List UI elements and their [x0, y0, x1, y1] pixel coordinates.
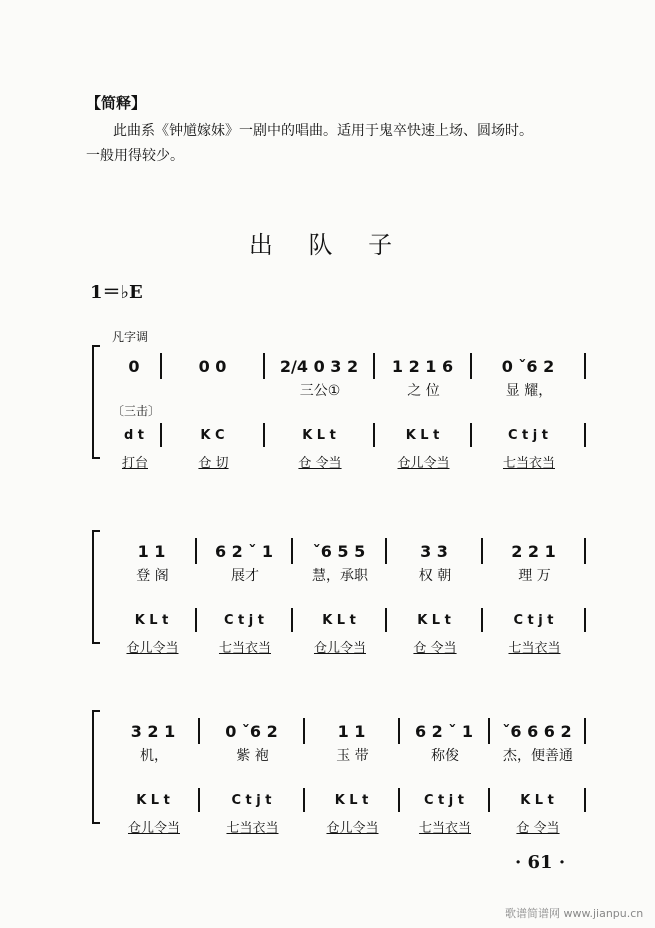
- notes-measure: [387, 538, 483, 564]
- notes-measure: [108, 538, 197, 564]
- syl-measure: [108, 816, 200, 836]
- description-line-1: 此曲系《钟馗嫁妹》一剧中的唱曲。适用于鬼卒快速上场、圆场时。: [113, 123, 533, 139]
- notation-text: 0 0: [198, 356, 227, 376]
- percussion-syllables: 仓儿令当: [126, 640, 179, 656]
- syl-measure: [305, 816, 400, 836]
- notation-text: 6 2 ˇ 1: [414, 721, 474, 741]
- lyrics-measure: [375, 380, 472, 400]
- page-number: · 61 ·: [515, 852, 566, 873]
- key-signature: 1＝♭E: [90, 282, 143, 303]
- perc-measure: [400, 788, 490, 812]
- syl-measure: [483, 636, 586, 656]
- percussion-label: 〔三击〕: [112, 404, 161, 418]
- lyric-text: 登 阁: [136, 568, 169, 584]
- syl-measure: [293, 636, 387, 656]
- perc-measure: [305, 788, 400, 812]
- syl-measure: [387, 636, 483, 656]
- notes-measure: [400, 718, 490, 744]
- percussion-syllables: 仓儿令当: [313, 640, 366, 656]
- notation-text: 1 1: [337, 721, 366, 741]
- percussion-notation: K L t: [417, 612, 451, 628]
- notation-text: ˇ6 5 5: [312, 541, 366, 561]
- notes-measure: [197, 538, 293, 564]
- section-heading: 【简释】: [86, 94, 147, 112]
- syl-measure: [375, 451, 472, 471]
- syl-measure: [197, 636, 293, 656]
- percussion-notation: C t j t: [513, 612, 554, 628]
- percussion-notation: K L t: [405, 427, 440, 443]
- perc-measure: [265, 423, 375, 447]
- syl-measure: [108, 636, 197, 656]
- notation-text: 6 2 ˇ 1: [214, 541, 274, 561]
- notes-measure: [483, 538, 586, 564]
- lyrics-measure: [387, 565, 483, 585]
- notes-measure: [490, 718, 586, 744]
- syl-measure: [108, 451, 162, 471]
- lyrics-measure: [108, 745, 200, 765]
- notes-measure: [375, 353, 472, 379]
- percussion-notation: K L t: [134, 612, 169, 628]
- notes-measure: [293, 538, 387, 564]
- lyrics-measure: [200, 745, 305, 765]
- lyrics-measure: [265, 380, 375, 400]
- lyric-text: 玉 带: [336, 748, 369, 764]
- percussion-syllables: 七当衣当: [226, 820, 279, 836]
- notes-measure: [162, 353, 265, 379]
- notation-text: 3 2 1: [130, 721, 176, 741]
- lyric-text: 理 万: [518, 568, 551, 584]
- notation-text: 0: [128, 356, 140, 376]
- percussion-notation: C t j t: [423, 792, 464, 808]
- syl-row: [108, 636, 586, 656]
- percussion-syllables: 七当衣当: [418, 820, 471, 836]
- notes-measure: [108, 718, 200, 744]
- syl-measure: [472, 451, 586, 471]
- percussion-syllables: 仓儿令当: [397, 455, 450, 471]
- piece-title: 出 队 子: [248, 231, 407, 259]
- perc-measure: [200, 788, 305, 812]
- lyrics-measure: [162, 380, 265, 400]
- percussion-syllables: 仓儿令当: [326, 820, 379, 836]
- percussion-syllables: 仓 切: [198, 455, 229, 471]
- notes-row: [108, 353, 586, 379]
- percussion-notation: C t j t: [223, 612, 264, 628]
- percussion-notation: C t j t: [231, 792, 272, 808]
- notation-text: 1 1: [137, 541, 166, 561]
- perc-measure: [483, 608, 586, 632]
- perc-measure: [387, 608, 483, 632]
- notes-measure: [472, 353, 586, 379]
- notation-text: 0 ˇ6 2: [501, 356, 555, 376]
- syl-measure: [265, 451, 375, 471]
- lyric-text: 杰，便善通: [503, 748, 573, 764]
- watermark: 歌谱简谱网 www.jianpu.cn: [505, 907, 644, 920]
- percussion-syllables: 七当衣当: [502, 455, 555, 471]
- perc-measure: [162, 423, 265, 447]
- perc-measure: [108, 608, 197, 632]
- lyrics-measure: [108, 565, 197, 585]
- notes-row: [108, 538, 586, 564]
- mode-label: 凡字调: [112, 330, 149, 344]
- percussion-notation: K L t: [334, 792, 369, 808]
- percussion-syllables: 打台: [121, 455, 148, 471]
- perc-measure: [108, 423, 162, 447]
- percussion-notation: K L t: [520, 792, 554, 808]
- lyrics-row: [108, 565, 586, 585]
- percussion-notation: C t j t: [507, 427, 548, 443]
- system-bracket: [92, 345, 100, 459]
- perc-row: [108, 608, 586, 632]
- perc-measure: [293, 608, 387, 632]
- perc-measure: [472, 423, 586, 447]
- percussion-notation: K C: [200, 427, 225, 443]
- notation-text: 2 2 1: [511, 541, 556, 561]
- perc-measure: [375, 423, 472, 447]
- percussion-syllables: 仓儿令当: [127, 820, 180, 836]
- lyrics-row: [108, 745, 586, 765]
- system-bracket: [92, 710, 100, 824]
- perc-row: [108, 423, 586, 447]
- syl-row: [108, 816, 586, 836]
- lyrics-measure: [293, 565, 387, 585]
- notation-text: ˇ6 6 6 2: [502, 721, 572, 741]
- percussion-syllables: 仓 令当: [413, 640, 457, 656]
- notation-text: 3 3: [420, 541, 448, 561]
- lyric-text: 机，: [140, 748, 168, 764]
- system-bracket: [92, 530, 100, 644]
- percussion-syllables: 七当衣当: [508, 640, 561, 656]
- perc-measure: [197, 608, 293, 632]
- lyric-text: 之 位: [407, 383, 440, 399]
- lyrics-row: [108, 380, 586, 400]
- lyric-text: 紫 袍: [236, 748, 269, 764]
- syl-row: [108, 451, 586, 471]
- lyric-text: 权 朝: [418, 568, 452, 584]
- notes-measure: [265, 353, 375, 379]
- percussion-notation: K L t: [302, 427, 336, 443]
- notation-text: 2/4 0 3 2: [279, 356, 359, 376]
- percussion-notation: d t: [123, 427, 145, 443]
- lyric-text: 慧，承职: [312, 568, 368, 584]
- lyrics-measure: [108, 380, 162, 400]
- lyrics-measure: [483, 565, 586, 585]
- percussion-syllables: 仓 令当: [298, 455, 342, 471]
- syl-measure: [162, 451, 265, 471]
- lyrics-measure: [305, 745, 400, 765]
- lyric-text: 称俊: [431, 748, 459, 764]
- notes-measure: [200, 718, 305, 744]
- description-line-2: 一般用得较少。: [86, 148, 184, 164]
- notes-measure: [305, 718, 400, 744]
- perc-measure: [490, 788, 586, 812]
- perc-measure: [108, 788, 200, 812]
- lyrics-measure: [197, 565, 293, 585]
- percussion-syllables: 仓 令当: [516, 820, 560, 836]
- notes-measure: [108, 353, 162, 379]
- percussion-notation: K L t: [136, 792, 170, 808]
- syl-measure: [400, 816, 490, 836]
- lyric-text: 三公①: [299, 383, 341, 399]
- notation-text: 1 2 1 6: [391, 356, 454, 376]
- lyrics-measure: [400, 745, 490, 765]
- lyric-text: 显 耀，: [505, 383, 553, 399]
- syl-measure: [490, 816, 586, 836]
- perc-row: [108, 788, 586, 812]
- lyrics-measure: [472, 380, 586, 400]
- percussion-syllables: 七当衣当: [218, 640, 271, 656]
- lyrics-measure: [490, 745, 586, 765]
- lyric-text: 展才: [231, 568, 259, 584]
- percussion-notation: K L t: [322, 612, 356, 628]
- notation-text: 0 ˇ6 2: [225, 721, 278, 741]
- notes-row: [108, 718, 586, 744]
- syl-measure: [200, 816, 305, 836]
